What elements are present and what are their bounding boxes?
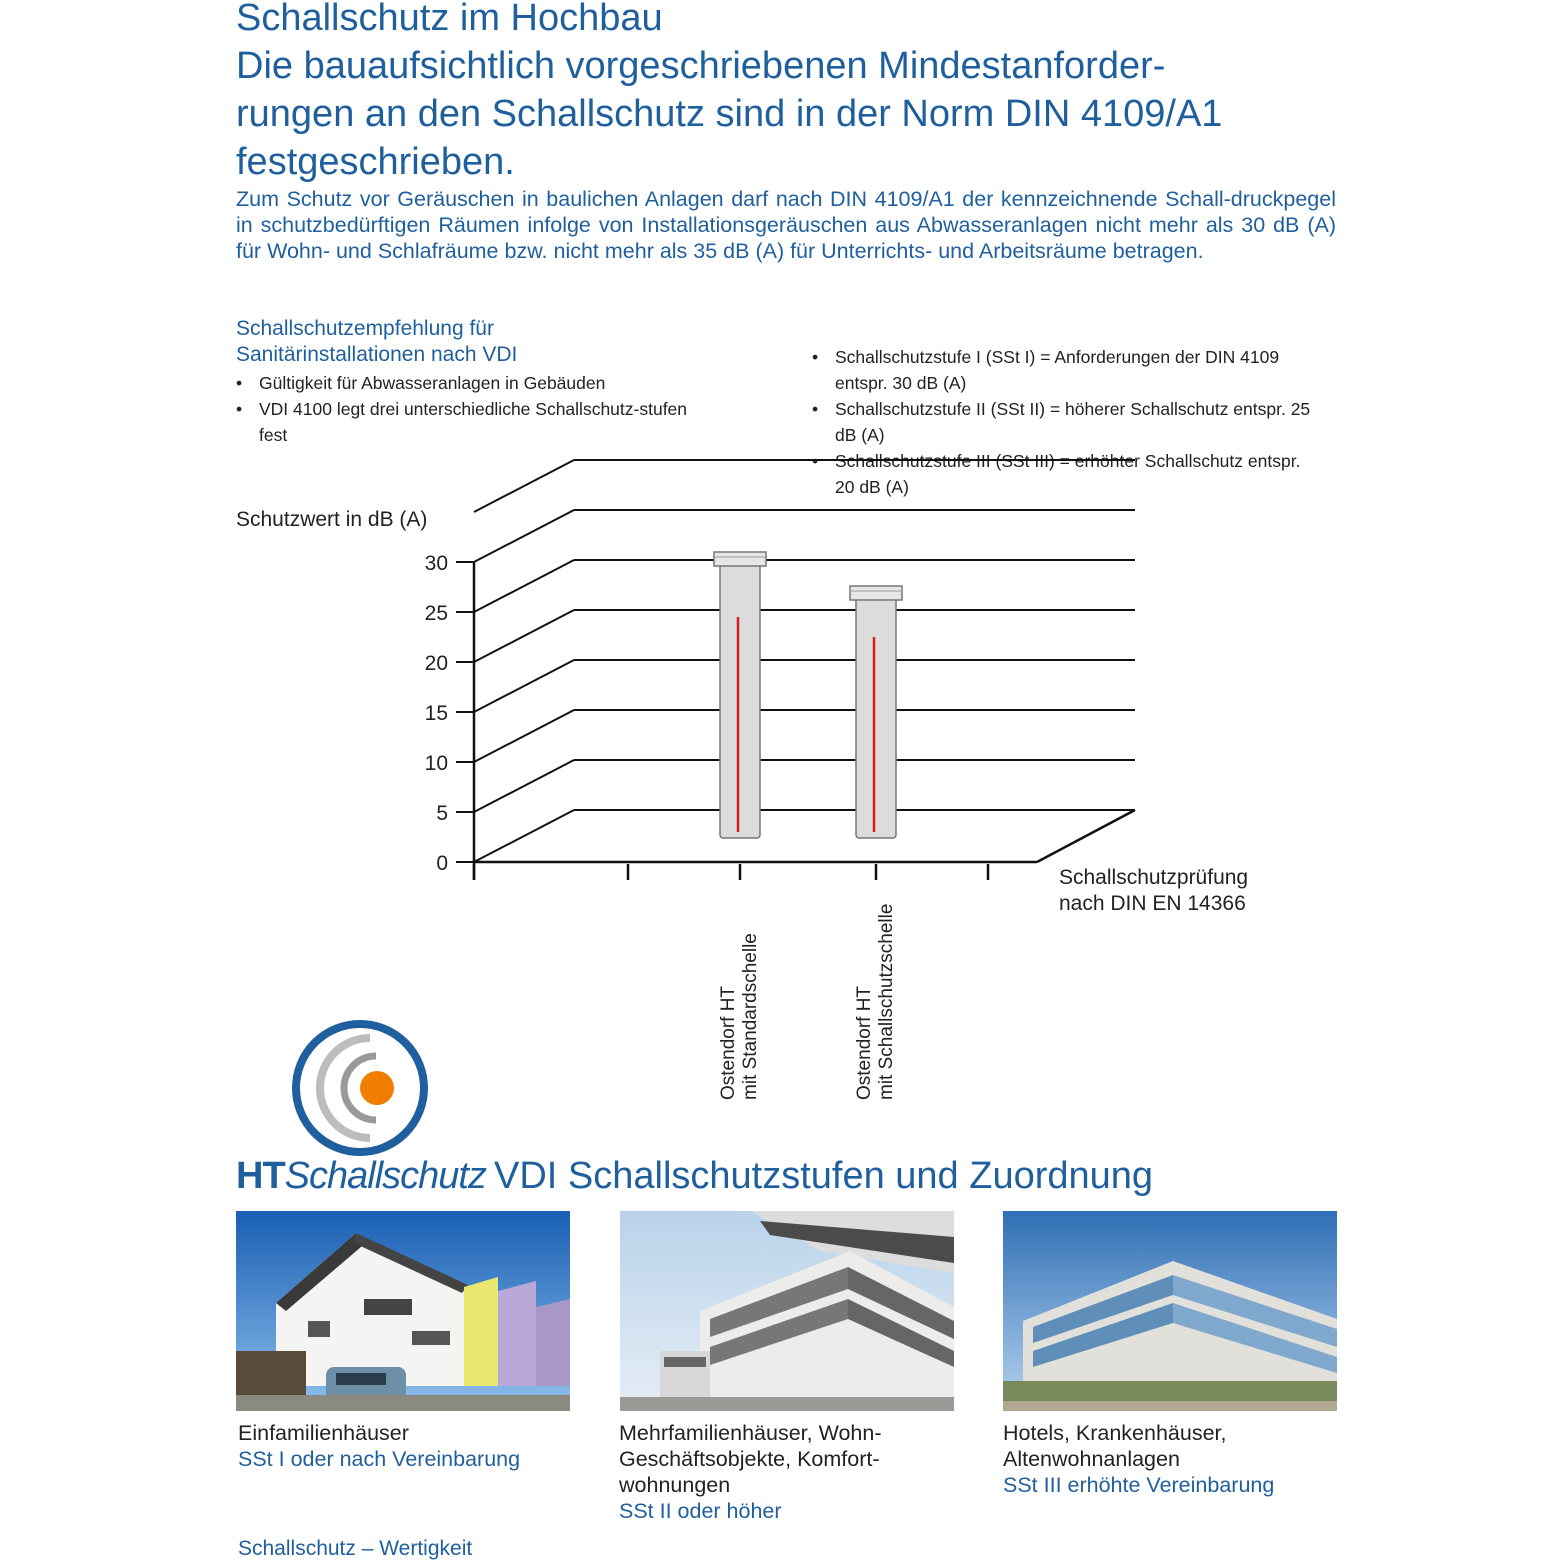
chart-grid bbox=[474, 460, 1135, 880]
chart-bars bbox=[714, 552, 902, 838]
y-tick-label: 25 bbox=[424, 602, 448, 625]
gridline-diagonal bbox=[474, 660, 574, 712]
single-family-house-photo bbox=[236, 1211, 570, 1411]
pipe-socket bbox=[714, 552, 766, 566]
footer-label: Schallschutz – Wertigkeit bbox=[238, 1537, 473, 1560]
vdi-title-line-1: Schallschutzempfehlung für bbox=[236, 317, 494, 340]
pipe-body bbox=[856, 598, 896, 838]
apartment-building-photo bbox=[620, 1211, 954, 1411]
chart-category-labels bbox=[718, 904, 897, 1100]
card-level: SSt III erhöhte Vereinbarung bbox=[1003, 1473, 1275, 1497]
floor-back-diagonal bbox=[474, 810, 574, 862]
y-tick-label: 20 bbox=[424, 652, 448, 675]
pipe-socket bbox=[850, 586, 902, 600]
gridline-diagonal bbox=[474, 760, 574, 812]
bullet-item: • Schallschutzstufe III (SSt III) = erhöhter Schallschutz entspr. 20 dB (A) bbox=[812, 448, 1312, 500]
gridline-diagonal bbox=[474, 610, 574, 662]
brand-title: VDI Schallschutzstufen und Zuordnung bbox=[493, 1155, 1154, 1197]
category-label-line-1: Ostendorf HT bbox=[718, 985, 739, 1100]
category-label-line-2: mit Standardschelle bbox=[740, 933, 761, 1100]
category-label-line-2: mit Schallschutzschelle bbox=[876, 903, 897, 1100]
y-tick-label: 5 bbox=[436, 802, 448, 825]
chart-x-axis-label-line-2: nach DIN EN 14366 bbox=[1059, 892, 1246, 915]
gridline-diagonal bbox=[474, 510, 574, 562]
heading-line-4: festgeschrieben. bbox=[236, 141, 515, 183]
gridline-diagonal bbox=[474, 560, 574, 612]
pipe-bar bbox=[850, 586, 902, 838]
y-tick-label: 15 bbox=[424, 702, 448, 725]
heading-line-3: rungen an den Schallschutz sind in der Norm DIN 4109/A1 bbox=[236, 93, 1223, 135]
card-caption-apartment bbox=[619, 1420, 939, 1524]
card-level: SSt I oder nach Vereinbarung bbox=[238, 1447, 521, 1471]
card-level: SSt II oder höher bbox=[619, 1499, 782, 1523]
card-title: Mehrfamilienhäuser, Wohn-Geschäftsobjekte, Komfort-wohnungen bbox=[619, 1421, 882, 1497]
brand-schallschutz: Schallschutz bbox=[284, 1155, 486, 1197]
pipe-bar bbox=[714, 552, 766, 838]
vdi-title-line-2: Sanitärinstallationen nach VDI bbox=[236, 343, 518, 366]
heading-line-1: Schallschutz im Hochbau bbox=[236, 0, 663, 39]
chart-y-ticks bbox=[425, 552, 474, 875]
brand-ht: HT bbox=[236, 1155, 285, 1197]
logo-dot bbox=[360, 1071, 394, 1105]
bullet-item: • Gültigkeit für Abwasseranlagen in Gebäuden bbox=[236, 370, 706, 396]
intro-paragraph: Zum Schutz vor Geräuschen in baulichen Anlagen darf nach DIN 4109/A1 der kennzeichnende Schall-druckpegel in schutzbedürftigen Räumen infolge von Installationsgeräuschen aus Abwasseranlagen nicht mehr als 30 dB (A) für Wohn- und Schlafräume bzw. nicht mehr als 35 dB (A) für Unterrichts- und Arbeitsräume betragen. bbox=[236, 187, 1336, 263]
card-title: Einfamilienhäuser bbox=[238, 1421, 409, 1445]
y-tick-label: 30 bbox=[424, 552, 448, 575]
chart-x-axis-label-line-1: Schallschutzprüfung bbox=[1059, 866, 1249, 889]
office-hotel-building-photo bbox=[1003, 1211, 1337, 1411]
brand-heading bbox=[236, 1152, 1153, 1200]
ht-schallschutz-logo-icon bbox=[290, 1020, 432, 1160]
heading-line-2: Die bauaufsichtlich vorgeschriebenen Mindestanforder- bbox=[236, 45, 1166, 87]
card-title: Hotels, Krankenhäuser, Altenwohnanlagen bbox=[1003, 1421, 1227, 1471]
gridline-diagonal bbox=[474, 460, 574, 512]
pipe-body bbox=[720, 564, 760, 838]
bullet-item: • Schallschutzstufe I (SSt I) = Anforderungen der DIN 4109 entspr. 30 dB (A) bbox=[812, 344, 1312, 396]
y-tick-label: 0 bbox=[436, 852, 448, 875]
card-caption-hotel bbox=[1003, 1420, 1303, 1498]
floor-right-diagonal bbox=[1037, 810, 1135, 862]
bullet-item: • Schallschutzstufe II (SSt II) = höherer Schallschutz entspr. 25 dB (A) bbox=[812, 396, 1312, 448]
y-tick-label: 10 bbox=[424, 752, 448, 775]
chart-y-axis-label: Schutzwert in dB (A) bbox=[236, 508, 428, 531]
card-caption-single-family bbox=[238, 1420, 578, 1472]
bullet-item: • VDI 4100 legt drei unterschiedliche Schallschutz-stufen fest bbox=[236, 396, 706, 448]
gridline-diagonal bbox=[474, 710, 574, 762]
category-label-line-1: Ostendorf HT bbox=[854, 985, 875, 1100]
